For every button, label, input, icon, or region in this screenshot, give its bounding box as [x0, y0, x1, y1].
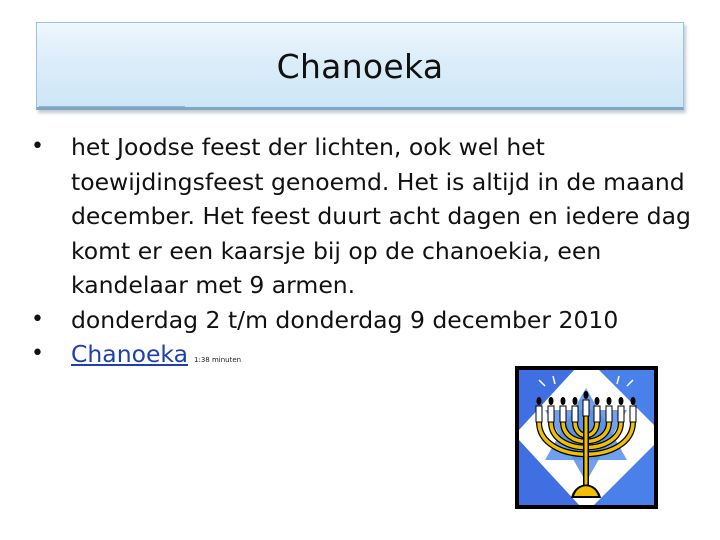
title-box	[36, 22, 684, 110]
bullet-item	[28, 130, 698, 303]
chanoeka-video-link[interactable]: Chanoeka	[71, 340, 189, 368]
menorah-drawing	[519, 370, 654, 505]
bullet-dot-icon: •	[31, 306, 44, 332]
menorah-clipart-icon	[515, 366, 658, 509]
bullet-text: donderdag 2 t/m donderdag 9 december 2010	[71, 305, 619, 334]
slide-title: Chanoeka	[276, 47, 444, 86]
bullet-item	[28, 303, 698, 338]
video-duration: 1:38 minuten	[194, 356, 242, 364]
bullet-dot-icon: •	[31, 341, 44, 366]
bullet-text: het Joodse feest der lichten, ook wel het toewijdingsfeest genoemd. Het is altijd in de maand december. Het feest duurt acht dagen en iedere dag komt er een kaarsje bij op de chanoekia, een kandelaar met 9 armen.	[71, 133, 691, 299]
bullet-dot-icon: •	[31, 134, 44, 159]
bullet-list	[28, 130, 698, 378]
title-underline-rule	[39, 106, 185, 107]
